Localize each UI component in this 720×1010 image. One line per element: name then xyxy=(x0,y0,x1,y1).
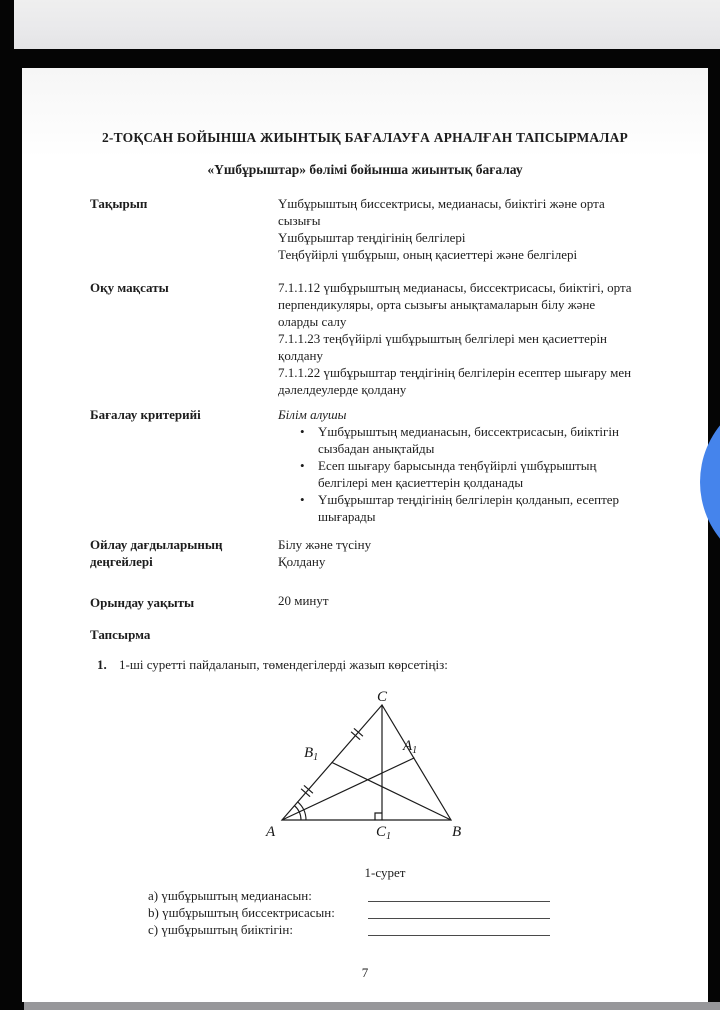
bullet-icon: • xyxy=(300,424,305,439)
answer-label: с) үшбұрыштың биіктігін: xyxy=(148,922,293,937)
triangle-figure xyxy=(258,690,468,840)
task1-text: 1-ші суретті пайдаланып, төмендегілерді жазып көрсетіңіз: xyxy=(119,657,448,672)
thinking-line: Қолдану xyxy=(278,554,326,569)
topic-label: Тақырып xyxy=(90,196,148,211)
bullet-icon: • xyxy=(300,458,305,473)
answer-row xyxy=(148,888,628,905)
criteria-bullet xyxy=(278,423,636,457)
topic-line: Үшбұрыштар теңдігінің белгілері xyxy=(278,230,466,245)
answers-block xyxy=(148,888,628,939)
criteria-bullet xyxy=(278,457,636,491)
answer-label: b) үшбұрыштың биссектрисасын: xyxy=(148,905,335,920)
topic-line: Теңбүйірлі үшбұрыш, оның қасиеттері және белгілері xyxy=(278,247,578,262)
thinking-label: Ойлау дағдыларының деңгейлері xyxy=(90,537,223,569)
criteria-bullet-text: Үшбұрыштар теңдігінің белгілерін қолданып, есептер шығарады xyxy=(318,492,620,524)
vertex-label-b: B xyxy=(452,824,462,840)
point-label-a1: $A_1$ xyxy=(403,738,418,756)
triangle-sides xyxy=(282,705,451,820)
document-page xyxy=(22,68,708,1002)
criteria-label: Бағалау критерийі xyxy=(90,407,201,422)
objective-line: 7.1.1.12 үшбұрыштың медианасы, биссектрисасы, биіктігі, орта перпендикуляры, орта сызығы анықтамаларын білу және оларды салу xyxy=(278,280,632,329)
task-heading: Тапсырма xyxy=(90,627,151,642)
thinking-content xyxy=(278,536,636,570)
top-strip xyxy=(14,0,720,49)
duration-value: 20 минут xyxy=(278,593,329,608)
objectives-label: Оқу мақсаты xyxy=(90,280,169,295)
topic-line: Үшбұрыштың биссектрисы, медианасы, биіктігі және орта сызығы xyxy=(278,196,605,228)
bottom-bar xyxy=(24,1002,720,1010)
document-title: 2-ТОҚСАН БОЙЫНША ЖИЫНТЫҚ БАҒАЛАУҒА АРНАЛҒАН ТАПСЫРМАЛАР xyxy=(101,130,629,145)
thinking-line: Білу және түсіну xyxy=(278,537,372,552)
answer-blank-line xyxy=(368,888,550,902)
criteria-bullet-text: Есеп шығару барысында теңбүйірлі үшбұрыштың белгілері мен қасиеттерін қолданады xyxy=(318,458,597,490)
page-number: 7 xyxy=(361,965,369,980)
objective-line: 7.1.1.22 үшбұрыштар теңдігінің белгілерін есептер шығару мен дәлелдеулерде қолдану xyxy=(278,365,632,397)
answer-row xyxy=(148,922,628,939)
criteria-intro: Білім алушы xyxy=(278,407,347,422)
criteria-bullet-text: Үшбұрыштың медианасын, биссектрисасын, биіктігін сызбадан анықтайды xyxy=(318,424,619,456)
answer-row xyxy=(148,905,628,922)
vertex-label-c: C xyxy=(377,690,388,705)
point-label-b1: $B_1$ xyxy=(304,745,319,763)
figure-caption: 1-сурет xyxy=(364,865,406,880)
objective-line: 7.1.1.23 теңбүйірлі үшбұрыштың белгілері мен қасиеттерін қолдану xyxy=(278,331,608,363)
answer-blank-line xyxy=(368,922,550,936)
duration-label: Орындау уақыты xyxy=(90,595,195,610)
topic-content xyxy=(278,195,636,263)
point-label-c1: $C_1$ xyxy=(376,824,392,840)
objectives-content xyxy=(278,279,636,398)
vertex-label-a: A xyxy=(266,824,276,840)
right-angle-mark xyxy=(375,813,382,820)
answer-blank-line xyxy=(368,905,550,919)
document-subtitle: «Үшбұрыштар» бөлімі бойынша жиынтық бағалау xyxy=(207,162,523,177)
answer-label: а) үшбұрыштың медианасын: xyxy=(148,888,312,903)
task1-number: 1. xyxy=(97,657,107,672)
criteria-content xyxy=(278,406,636,525)
bullet-icon: • xyxy=(300,492,305,507)
criteria-bullet xyxy=(278,491,636,525)
